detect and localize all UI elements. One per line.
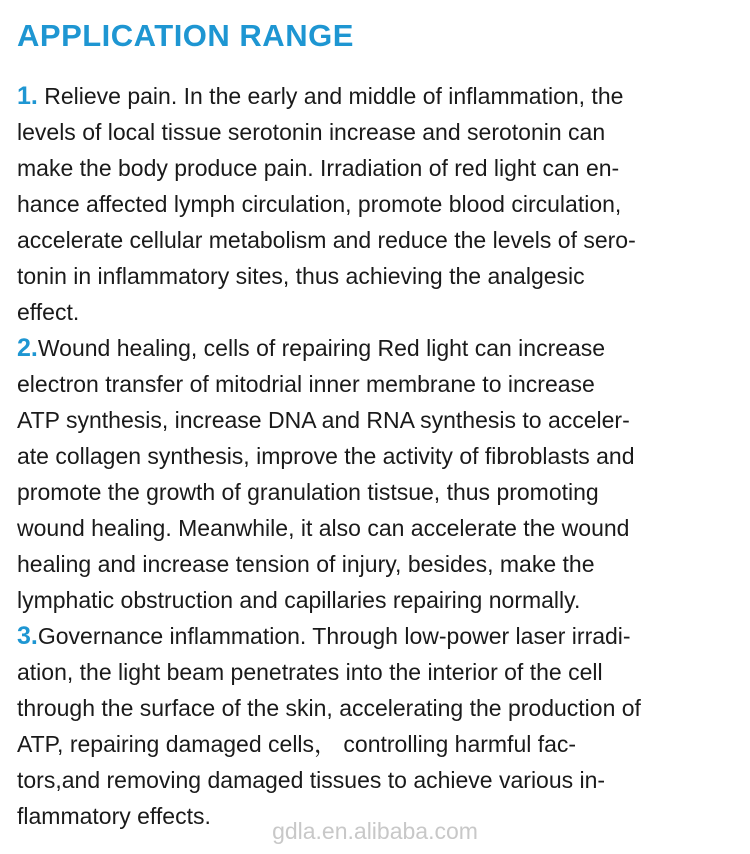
text-line: make the body produce pain. Irradiation of red light can en-	[17, 155, 620, 181]
text-line: healing and increase tension of injury, besides, make the	[17, 551, 595, 577]
section-2-number: 2.	[17, 334, 38, 362]
text-line: promote the growth of granulation tistsue, thus promoting	[17, 479, 599, 505]
page-title: APPLICATION RANGE	[17, 18, 354, 53]
text-line: wound healing. Meanwhile, it also can accelerate the wound	[17, 515, 630, 541]
text-line: effect.	[17, 299, 80, 325]
section-3-line-1	[17, 618, 641, 654]
text-line: through the surface of the skin, accelerating the production of	[17, 695, 641, 721]
section-2-line-1	[17, 330, 641, 366]
text-line: ATP synthesis, increase DNA and RNA synthesis to acceler-	[17, 407, 630, 433]
application-range-text	[17, 78, 641, 834]
text-line: lymphatic obstruction and capillaries repairing normally.	[17, 587, 581, 613]
text-line: ation, the light beam penetrates into the interior of the cell	[17, 659, 603, 685]
text-line: ATP, repairing damaged cells， controlling harmful fac-	[17, 731, 577, 757]
text-line: ate collagen synthesis, improve the activity of fibroblasts and	[17, 443, 635, 469]
text-line: levels of local tissue serotonin increase and serotonin can	[17, 119, 606, 145]
section-1-text: Relieve pain. In the early and middle of inflammation, the	[37, 83, 624, 109]
text-line: hance affected lymph circulation, promote blood circulation,	[17, 191, 622, 217]
text-line: flammatory effects.	[17, 803, 211, 829]
watermark: gdla.en.alibaba.com	[272, 818, 478, 844]
section-1-line-1	[17, 78, 641, 114]
text-line: accelerate cellular metabolism and reduce the levels of sero-	[17, 227, 636, 253]
section-1-number: 1.	[17, 82, 38, 110]
text-line: tonin in inflammatory sites, thus achieving the analgesic	[17, 263, 585, 289]
text-line: electron transfer of mitodrial inner membrane to increase	[17, 371, 595, 397]
section-3-number: 3.	[17, 622, 38, 650]
section-3-text: Governance inflammation. Through low-power laser irradi-	[37, 623, 631, 649]
section-2-text: Wound healing, cells of repairing Red light can increase	[37, 335, 606, 361]
text-line: tors,and removing damaged tissues to achieve various in-	[17, 767, 606, 793]
